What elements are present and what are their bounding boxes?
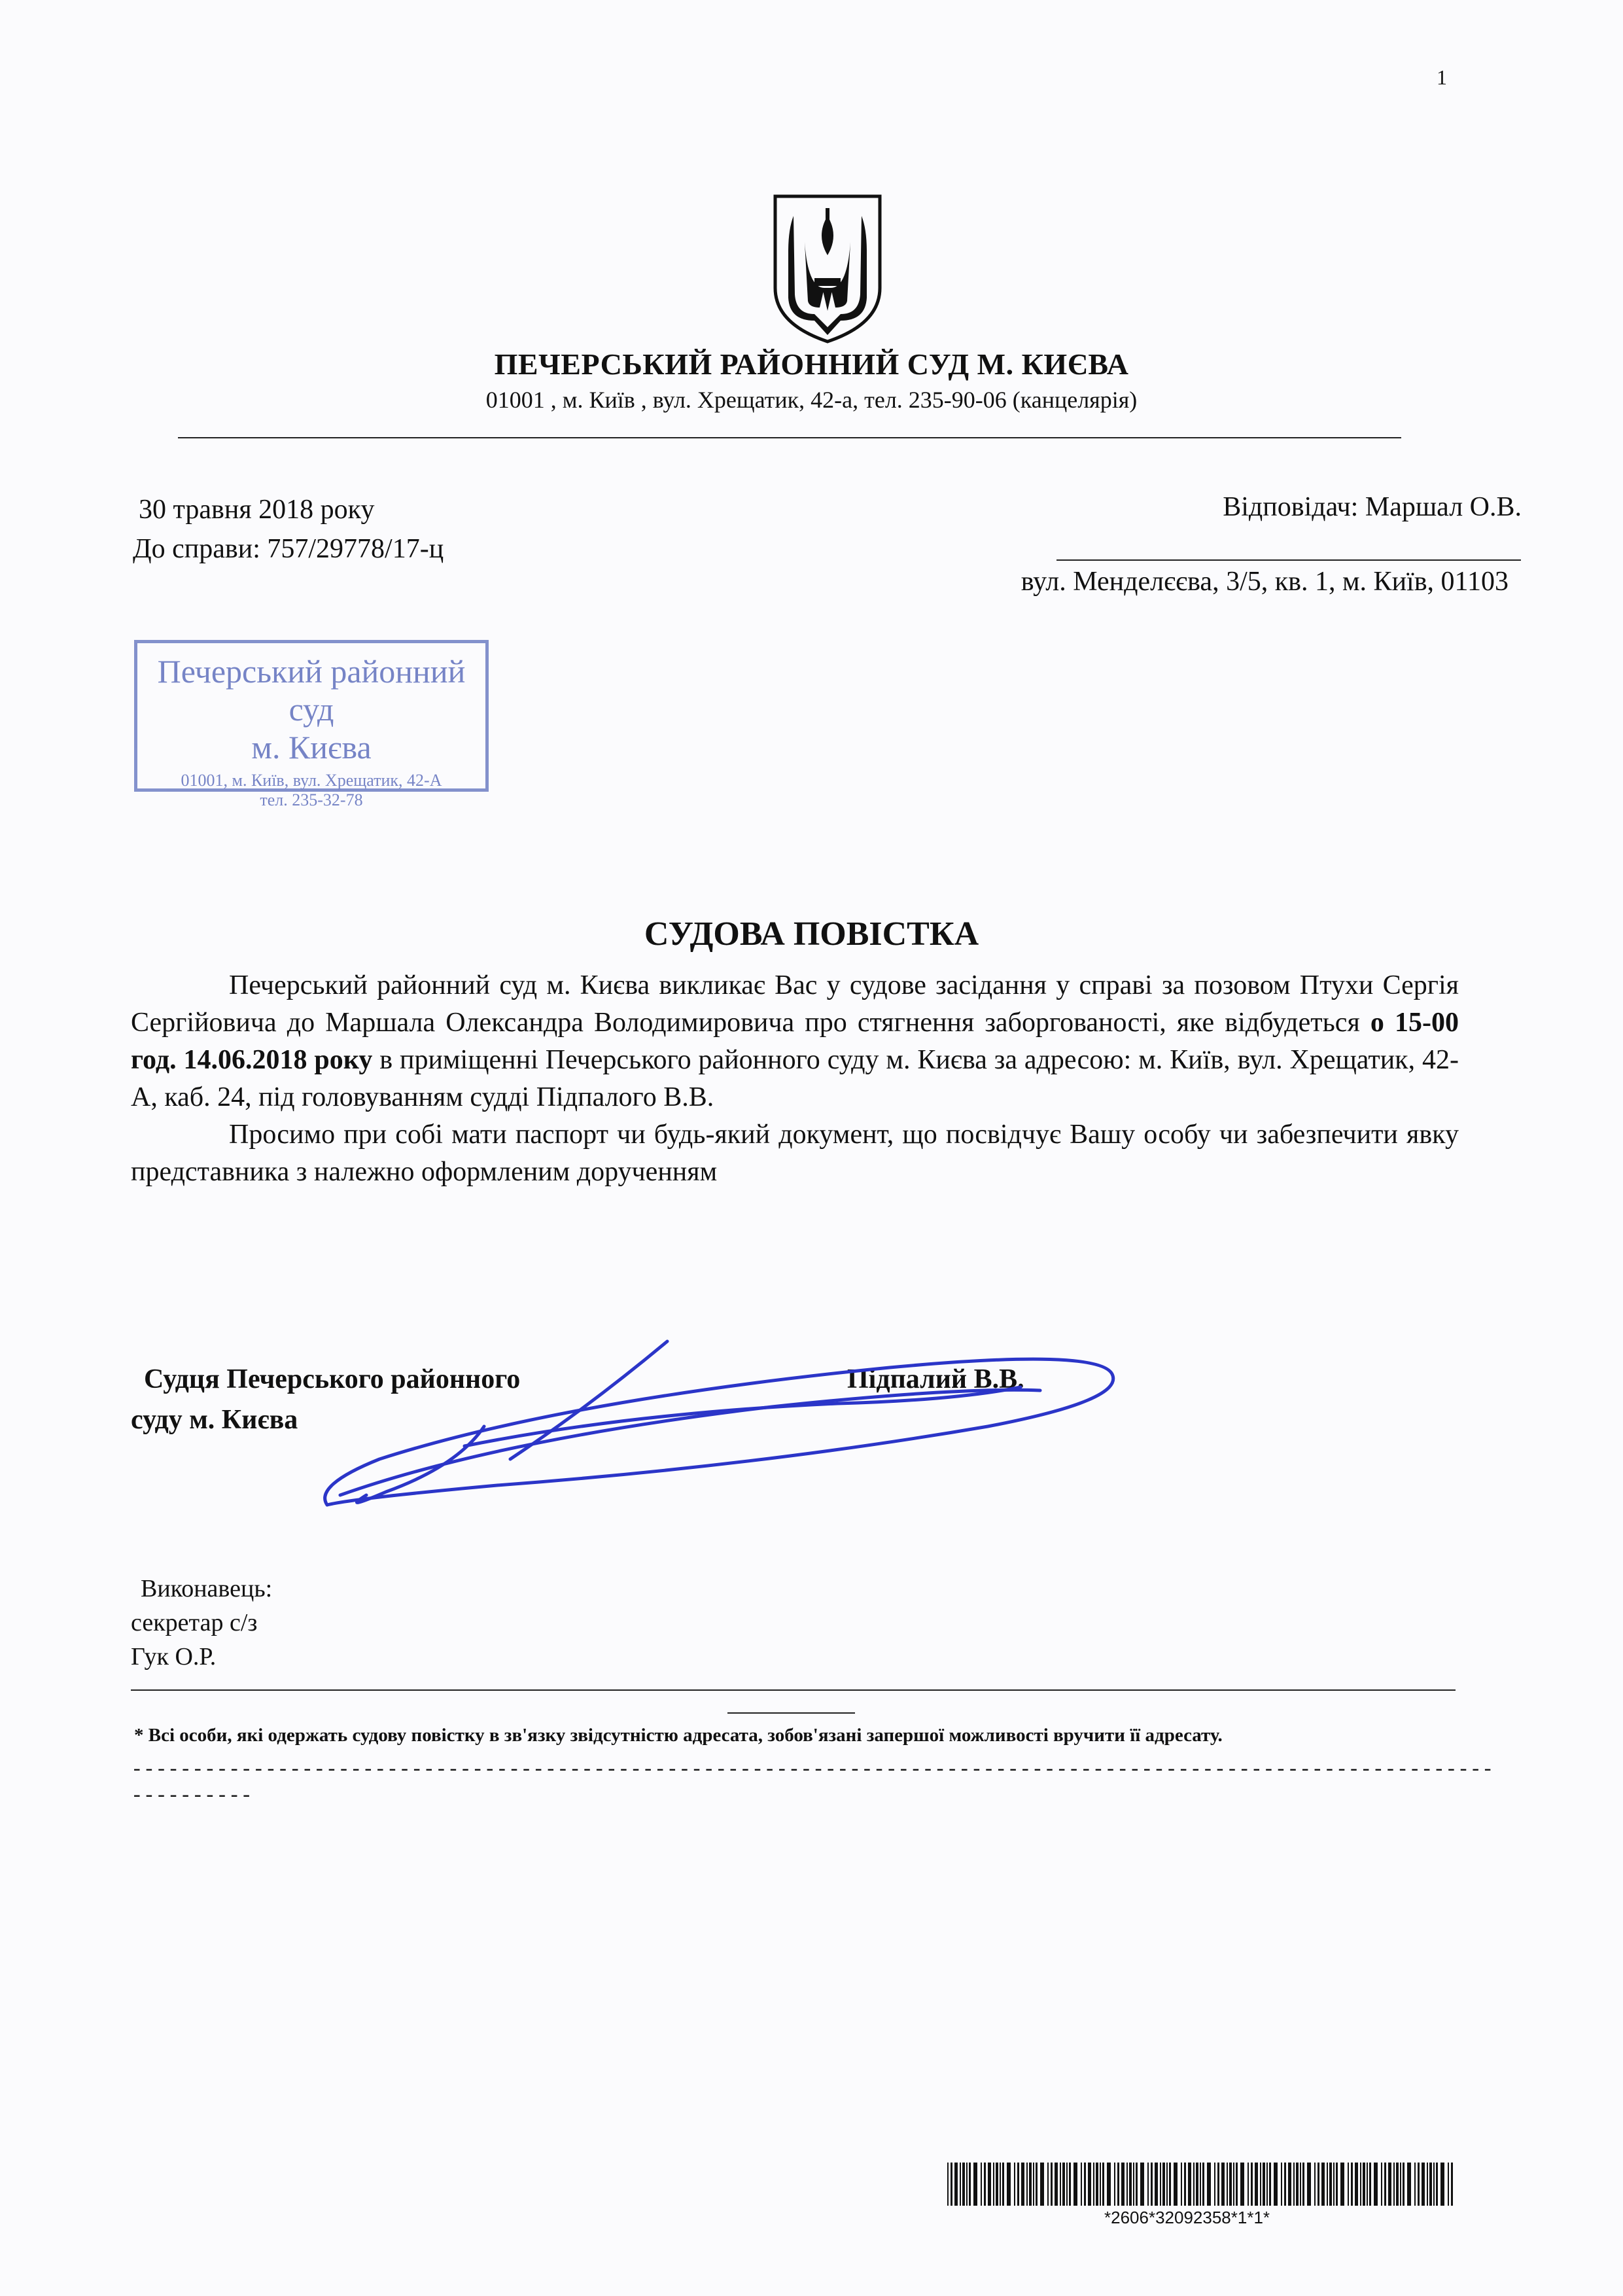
barcode-bar bbox=[1060, 2163, 1061, 2206]
barcode-bar bbox=[1026, 2163, 1028, 2206]
barcode-bar bbox=[960, 2163, 961, 2206]
barcode-bar bbox=[1433, 2163, 1435, 2206]
barcode-bar bbox=[1073, 2163, 1077, 2206]
dashed-line-2: ---------- bbox=[131, 1785, 253, 1808]
ukraine-trident-icon bbox=[769, 190, 886, 347]
barcode-bar bbox=[1396, 2163, 1399, 2206]
barcode-bar bbox=[1400, 2163, 1401, 2206]
barcode-bar bbox=[1126, 2163, 1128, 2206]
barcode-bar bbox=[1214, 2163, 1215, 2206]
stamp-line: Печерський районний суд bbox=[157, 653, 466, 728]
summons-title: СУДОВА ПОВІСТКА bbox=[644, 915, 979, 953]
barcode-bar bbox=[1002, 2163, 1004, 2206]
court-stamp bbox=[134, 640, 489, 809]
barcode-bar bbox=[1029, 2163, 1032, 2206]
barcode-bar bbox=[1017, 2163, 1019, 2206]
barcode-bar bbox=[1084, 2163, 1086, 2206]
barcode-bar bbox=[1014, 2163, 1015, 2206]
barcode-bar bbox=[1448, 2163, 1449, 2206]
barcode-bar bbox=[1388, 2163, 1391, 2206]
barcode-bar bbox=[1300, 2163, 1301, 2206]
barcode-bar bbox=[1374, 2163, 1378, 2206]
barcode-bar bbox=[1174, 2163, 1178, 2206]
barcode-bar bbox=[1221, 2163, 1225, 2206]
barcode-bar bbox=[1440, 2163, 1444, 2206]
barcode-bar bbox=[1229, 2163, 1232, 2206]
barcode-bar bbox=[1348, 2163, 1349, 2206]
barcode-bar bbox=[1307, 2163, 1311, 2206]
barcode-bar bbox=[1427, 2163, 1428, 2206]
respondent-name: Відповідач: Маршал О.В. bbox=[1223, 492, 1522, 522]
judge-name: Підпалий В.В. bbox=[847, 1364, 1024, 1394]
barcode-bar bbox=[1369, 2163, 1371, 2206]
barcode-bar bbox=[1302, 2163, 1304, 2206]
barcode-bar bbox=[1414, 2163, 1416, 2206]
barcode-bar bbox=[1233, 2163, 1234, 2206]
paragraph-text: Просимо при собі мати паспорт чи будь-який документ, що посвідчує Вашу особу чи забезпечити явку представника з належно оформленим дорученням bbox=[131, 1120, 1459, 1187]
barcode-bar bbox=[1188, 2163, 1191, 2206]
barcode-bar bbox=[1133, 2163, 1134, 2206]
barcode-bar bbox=[1422, 2163, 1425, 2206]
stamp-line: тел. 235-32-78 bbox=[260, 790, 363, 809]
barcode-bar bbox=[1407, 2163, 1411, 2206]
barcode-bar bbox=[947, 2163, 949, 2206]
barcode-bar bbox=[993, 2163, 994, 2206]
barcode-bar bbox=[966, 2163, 968, 2206]
barcode-bar bbox=[1047, 2163, 1049, 2206]
executor-role: секретар с/з bbox=[131, 1609, 258, 1636]
barcode-bar bbox=[1033, 2163, 1034, 2206]
barcode-bar bbox=[1114, 2163, 1115, 2206]
barcode-bar bbox=[1293, 2163, 1295, 2206]
stamp-line: м. Києва bbox=[251, 729, 372, 766]
barcode-number: *2606*32092358*1*1* bbox=[1104, 2208, 1270, 2227]
barcode bbox=[947, 2163, 1457, 2206]
summons-body bbox=[131, 967, 1459, 1191]
executor-label: Виконавець: bbox=[141, 1575, 273, 1602]
barcode-bar bbox=[1284, 2163, 1286, 2206]
barcode-bar bbox=[1384, 2163, 1386, 2206]
barcode-bar bbox=[1269, 2163, 1271, 2206]
barcode-bar bbox=[1260, 2163, 1261, 2206]
barcode-bar bbox=[1451, 2163, 1453, 2206]
barcode-bar bbox=[1129, 2163, 1132, 2206]
barcode-bar bbox=[951, 2163, 952, 2206]
barcode-bar bbox=[1055, 2163, 1058, 2206]
barcode-bar bbox=[1248, 2163, 1249, 2206]
barcode-bar bbox=[1336, 2163, 1338, 2206]
document-date: 30 травня 2018 року bbox=[139, 495, 375, 525]
barcode-bar bbox=[1151, 2163, 1153, 2206]
barcode-bar bbox=[1102, 2163, 1104, 2206]
barcode-bar bbox=[1340, 2163, 1344, 2206]
barcode-bar bbox=[1117, 2163, 1119, 2206]
respondent-address: вул. Менделєєва, 3/5, кв. 1, м. Київ, 01103 bbox=[1021, 567, 1509, 597]
barcode-bar bbox=[1255, 2163, 1258, 2206]
barcode-bar bbox=[1196, 2163, 1198, 2206]
barcode-bar bbox=[1162, 2163, 1165, 2206]
barcode-bar bbox=[973, 2163, 977, 2206]
barcode-bar bbox=[996, 2163, 998, 2206]
judge-title: Судця Печерського районного bbox=[144, 1364, 521, 1394]
barcode-bar bbox=[1288, 2163, 1291, 2206]
barcode-bar bbox=[1266, 2163, 1268, 2206]
barcode-bar bbox=[1263, 2163, 1265, 2206]
handwritten-signature bbox=[301, 1328, 1125, 1518]
barcode-bar bbox=[1184, 2163, 1186, 2206]
dashed-line bbox=[131, 1757, 1494, 1810]
executor-name: Гук О.Р. bbox=[131, 1643, 217, 1670]
court-name: ПЕЧЕРСЬКИЙ РАЙОННИЙ СУД М. КИЄВА bbox=[494, 347, 1129, 381]
respondent-underline bbox=[1056, 559, 1521, 561]
barcode-bar bbox=[962, 2163, 965, 2206]
barcode-bar bbox=[1217, 2163, 1219, 2206]
barcode-bar bbox=[1418, 2163, 1420, 2206]
summons-paragraph bbox=[131, 1116, 1459, 1191]
barcode-bar bbox=[1155, 2163, 1158, 2206]
barcode-bar bbox=[1147, 2163, 1149, 2206]
barcode-bar bbox=[1381, 2163, 1382, 2206]
footer-divider bbox=[131, 1689, 1456, 1691]
barcode-bar bbox=[1081, 2163, 1082, 2206]
barcode-bar bbox=[1160, 2163, 1161, 2206]
barcode-bar bbox=[1093, 2163, 1094, 2206]
barcode-bar bbox=[1051, 2163, 1053, 2206]
barcode-bar bbox=[1236, 2163, 1238, 2206]
barcode-bar bbox=[1062, 2163, 1065, 2206]
barcode-bar bbox=[1007, 2163, 1011, 2206]
barcode-bar bbox=[1100, 2163, 1101, 2206]
barcode-bar bbox=[1363, 2163, 1365, 2206]
barcode-bar bbox=[1318, 2163, 1319, 2206]
page-number: 1 bbox=[1437, 65, 1447, 89]
barcode-bar bbox=[1296, 2163, 1299, 2206]
barcode-bar bbox=[1327, 2163, 1328, 2206]
barcode-bar bbox=[1355, 2163, 1358, 2206]
barcode-bar bbox=[1393, 2163, 1395, 2206]
barcode-bar bbox=[1193, 2163, 1195, 2206]
barcode-bar bbox=[969, 2163, 971, 2206]
barcode-bar bbox=[1107, 2163, 1111, 2206]
paragraph-text: в приміщенні Печерського районного суду м. Києва за адресою: м. Київ, вул. Хрещатик, 42-А, каб. 24, під головуванням судді Підпалого В.В. bbox=[131, 1045, 1459, 1112]
barcode-bar bbox=[1333, 2163, 1335, 2206]
barcode-bar bbox=[1021, 2163, 1024, 2206]
barcode-bar bbox=[1360, 2163, 1361, 2206]
barcode-bar bbox=[1436, 2163, 1438, 2206]
barcode-bar bbox=[1036, 2163, 1038, 2206]
barcode-bar bbox=[1281, 2163, 1282, 2206]
footnote: * Всі особи, які одержать судову повістку в зв'язку звідсутністю адресата, зобов'язані запершої можливості вручити її адресату. bbox=[134, 1725, 1223, 1746]
court-address: 01001 , м. Київ , вул. Хрещатик, 42-а, тел. 235-90-06 (канцелярія) bbox=[485, 387, 1138, 413]
paragraph-text: Печерський районний суд м. Києва викликає Вас у судове засідання у справі за позовом Птухи Сергія Сергійовича до Маршала Олександра Володимировича про стягнення заборгованості, яке відбудеться bbox=[131, 970, 1459, 1038]
barcode-bar bbox=[1403, 2163, 1405, 2206]
header-divider bbox=[178, 437, 1401, 438]
barcode-bar bbox=[1040, 2163, 1044, 2206]
barcode-bar bbox=[1202, 2163, 1204, 2206]
barcode-bar bbox=[1274, 2163, 1278, 2206]
barcode-bar bbox=[1227, 2163, 1228, 2206]
barcode-bar bbox=[981, 2163, 982, 2206]
dashed-line-1: ---------------------------------------------------------------------------------------------------------------- bbox=[131, 1759, 1494, 1782]
barcode-bar bbox=[1066, 2163, 1068, 2206]
barcode-bar bbox=[1121, 2163, 1125, 2206]
barcode-bar bbox=[1207, 2163, 1211, 2206]
barcode-bar bbox=[1251, 2163, 1253, 2206]
case-reference: До справи: 757/29778/17-ц bbox=[133, 534, 444, 564]
footnote-divider bbox=[727, 1712, 855, 1714]
barcode-bar bbox=[1329, 2163, 1332, 2206]
barcode-bar bbox=[1367, 2163, 1368, 2206]
barcode-bar bbox=[1351, 2163, 1353, 2206]
barcode-bar bbox=[1429, 2163, 1432, 2206]
hearing-datetime: о 15-00 год. 14.06.2018 року bbox=[131, 1008, 1459, 1075]
stamp-line: 01001, м. Київ, вул. Хрещатик, 42-А bbox=[181, 771, 442, 790]
barcode-bar bbox=[1314, 2163, 1316, 2206]
barcode-bar bbox=[1200, 2163, 1201, 2206]
barcode-bar bbox=[1240, 2163, 1244, 2206]
barcode-bar bbox=[1069, 2163, 1071, 2206]
barcode-bar bbox=[1096, 2163, 1098, 2206]
barcode-bar bbox=[988, 2163, 991, 2206]
barcode-bar bbox=[954, 2163, 958, 2206]
barcode-bar bbox=[1136, 2163, 1138, 2206]
barcode-bar bbox=[1088, 2163, 1091, 2206]
barcode-bar bbox=[1321, 2163, 1325, 2206]
judge-court: суду м. Києва bbox=[131, 1405, 298, 1435]
barcode-bar bbox=[984, 2163, 986, 2206]
barcode-bar bbox=[1181, 2163, 1182, 2206]
barcode-bar bbox=[1166, 2163, 1168, 2206]
barcode-bar bbox=[1000, 2163, 1001, 2206]
barcode-bar bbox=[1140, 2163, 1144, 2206]
barcode-bar bbox=[1169, 2163, 1171, 2206]
summons-paragraph bbox=[131, 967, 1459, 1116]
